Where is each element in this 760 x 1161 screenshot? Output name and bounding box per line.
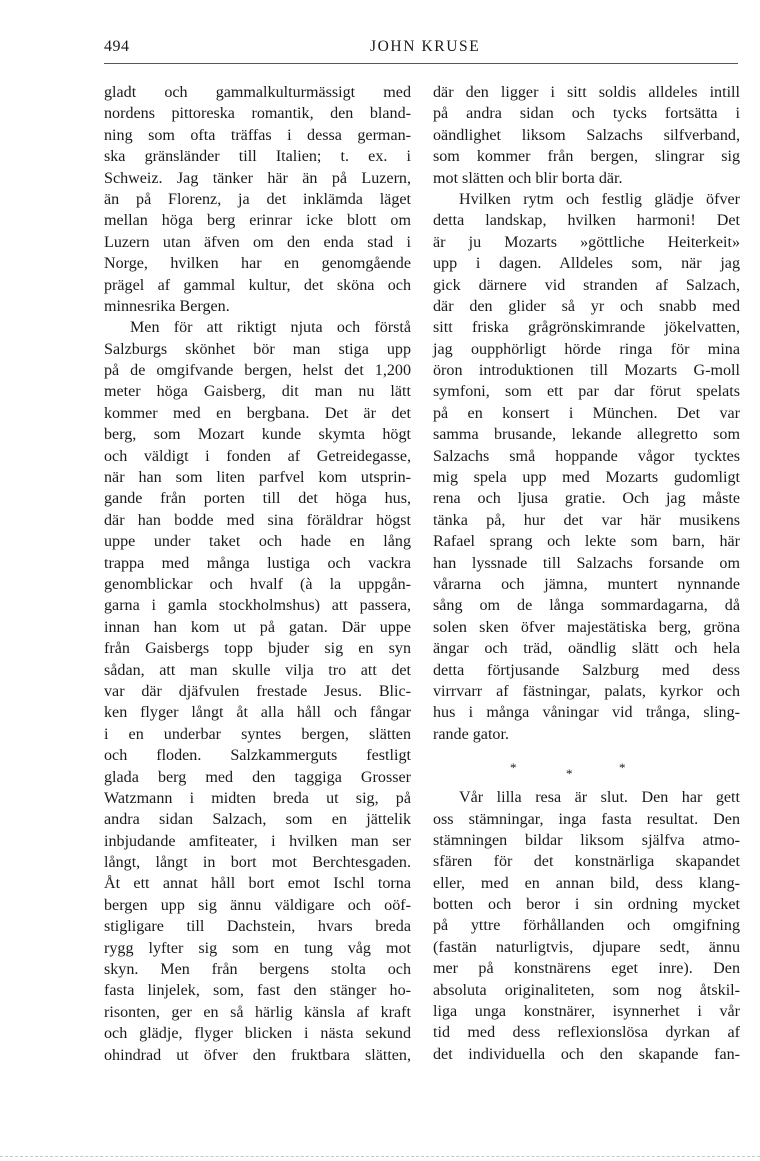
text-line: sådan, att man skulle vilja tro att det xyxy=(104,661,411,679)
text-line: ängar och träd, oändlig slätt och hela xyxy=(433,640,740,658)
text-line: samma brusande, lekande allegretto som xyxy=(433,426,740,444)
text-line: symfoni, som ett par dar förut spelats xyxy=(433,383,740,401)
text-line: där den ligger i sitt soldis alldeles intill xyxy=(433,84,740,101)
text-line: på andra sidan och tycks fortsätta i xyxy=(433,105,740,123)
text-line: långt, långt in bort mot Berchtesgaden. xyxy=(104,854,411,872)
text-line: Rafael sprang och lekte som barn, här xyxy=(433,533,740,551)
text-line: ska gränsländer till Italien; t. ex. i xyxy=(104,148,411,166)
text-line: rygg lyfter sig som en tung våg mot xyxy=(104,939,411,957)
text-line: mig spela upp med Mozarts gudomligt xyxy=(433,469,740,487)
text-line: meter höga Gaisberg, dit man nu lätt xyxy=(104,383,411,401)
text-line: uppe under taket och hade en lång xyxy=(104,533,411,551)
text-line: Luzern utan äfven om den enda stad i xyxy=(104,233,411,251)
right-column-top xyxy=(433,82,740,745)
text-line: ken flyger långt åt alla håll och fångar xyxy=(104,704,411,722)
text-line: Watzmann i midten breda ut sig, på xyxy=(104,789,411,807)
text-line: kommer med en bergbana. Det är det xyxy=(104,404,411,422)
text-line: andra sidan Salzach, som en jättelik xyxy=(104,811,411,829)
text-line: sitt friska grågrönskimrande jökelvatten, xyxy=(433,319,740,337)
text-line: absoluta originaliteten, som nog åtskil- xyxy=(433,981,740,999)
text-line: Hvilken rytm och festlig glädje öfver xyxy=(459,190,740,208)
text-line: han lyssnade till Salzachs forsande om xyxy=(433,554,740,572)
text-line: ohindrad ut öfver den fruktbara slätten, xyxy=(104,1046,411,1064)
text-line: Norge, hvilken har en genomgående xyxy=(104,255,411,273)
text-line: bergen upp sig ännu väldigare och oöf- xyxy=(104,896,411,914)
text-line: solen sken öfver majestätiska berg, gröna xyxy=(433,618,740,636)
text-line: från Gaisbergs topp bjuder sig en syn xyxy=(104,640,411,658)
text-line: berg, som Mozart kunde skymta högt xyxy=(104,426,411,444)
text-line: och floden. Salzkammerguts festligt xyxy=(104,747,411,765)
text-line: där han bodde med sina föräldrar högst xyxy=(104,511,411,529)
text-line: gande från porten till det höga hus, xyxy=(104,490,411,508)
header-rule xyxy=(104,63,738,64)
text-line: (fastän naturligtvis, djupare sedt, ännu xyxy=(433,938,740,956)
text-line: fasta linjelek, som, fast den stänger ho- xyxy=(104,982,411,1000)
text-line: på yttre förhållanden och omgifning xyxy=(433,917,740,935)
text-line: upp i dagen. Alldeles som, när jag xyxy=(433,255,740,273)
asterisk: * xyxy=(510,760,517,776)
text-line: gick därnere vid stranden af Salzach, xyxy=(433,276,740,294)
text-line: rena och ljusa gratie. Och jag måste xyxy=(433,490,740,508)
text-line: genomblickar och hvalf (à la uppgån- xyxy=(104,575,411,593)
bottom-rule xyxy=(0,1156,760,1158)
text-line: liga unga konstnärer, isynnerhet i vår xyxy=(433,1003,740,1021)
text-line: ning som ofta träffas i dessa german- xyxy=(104,126,411,144)
text-line: trappa med många lustiga och vackra xyxy=(104,554,411,572)
section-break xyxy=(433,745,740,787)
text-line: minnesrika Bergen. xyxy=(104,297,230,315)
text-line: där den glider så yr och snabb med xyxy=(433,297,740,315)
text-line: Åt ett annat håll bort emot Ischl torna xyxy=(104,875,411,893)
right-column xyxy=(433,82,740,1065)
right-column-bottom xyxy=(433,787,740,1065)
text-line: rande gator. xyxy=(433,725,509,743)
text-line: det individuella och den skapande fan- xyxy=(433,1045,740,1063)
text-line: risonten, ger en så härlig känsla af kraft xyxy=(104,1003,411,1021)
text-line: i en underbar syntes bergen, slätten xyxy=(104,725,411,743)
text-line: Schweiz. Jag tänker här än på Luzern, xyxy=(104,169,411,187)
text-line: skyn. Men från bergens stolta och xyxy=(104,961,411,979)
asterisk: * xyxy=(566,766,573,782)
text-line: Salzburgs skönhet bör man stiga upp xyxy=(104,340,411,358)
text-line: botten och beror i sin ordning mycket xyxy=(433,896,740,914)
text-line: sfären för det konstnärliga skapandet xyxy=(433,853,740,871)
text-line: tänka på, hur det var här musikens xyxy=(433,511,740,529)
text-line: prägel af gammal kultur, det sköna och xyxy=(104,276,411,294)
text-line: oss stämningar, inga fasta resultat. Den xyxy=(433,810,740,828)
text-line: var där djäfvulen frestade Jesus. Blic- xyxy=(104,682,411,700)
text-line: mot slätten och blir borta där. xyxy=(433,169,623,187)
text-line: oändlighet liksom Salzachs silfverband, xyxy=(433,126,740,144)
text-line: hus i många våningar vid trånga, sling- xyxy=(433,704,740,722)
text-line: tid med dess reflexionslösa dyrkan af xyxy=(433,1024,740,1042)
text-line: detta förtjusande Salzburg med dess xyxy=(433,661,740,679)
text-line: glada berg med den taggiga Grosser xyxy=(104,768,411,786)
text-line: gladt och gammalkulturmässigt med xyxy=(104,84,411,101)
running-head: JOHN KRUSE xyxy=(370,38,481,55)
text-line: är ju Mozarts »göttliche Heiterkeit» xyxy=(433,233,740,251)
text-line: detta landskap, hvilken harmoni! Det xyxy=(433,212,740,230)
text-line: nordens pittoreska romantik, den bland- xyxy=(104,105,411,123)
text-line: och glädje, flyger blicken i nästa sekund xyxy=(104,1025,411,1043)
text-line: virrvarr af fästningar, palats, kyrkor och xyxy=(433,682,740,700)
text-line: Men för att riktigt njuta och förstå xyxy=(130,319,411,337)
text-line: öron introduktionen till Mozarts G-moll xyxy=(433,362,740,380)
page-header xyxy=(104,38,738,62)
text-line: på en konsert i München. Det var xyxy=(433,404,740,422)
text-line: än på Florenz, ja det inklämda läget xyxy=(104,190,411,208)
text-line: mer på konstnärens eget inre). Den xyxy=(433,960,740,978)
text-line: stämningen bildar liksom själfva atmo- xyxy=(433,831,740,849)
text-line: stigligare till Dachstein, hvars breda xyxy=(104,918,411,936)
left-column xyxy=(104,82,411,1066)
text-line: på de omgifvande bergen, helst det 1,200 xyxy=(104,362,411,380)
asterisk: * xyxy=(619,760,626,776)
text-line: Vår lilla resa är slut. Den har gett xyxy=(459,789,740,807)
text-line: sång om de långa sommardagarna, då xyxy=(433,597,740,615)
text-line: Salzachs små hoppande vågor tycktes xyxy=(433,447,740,465)
text-line: garna i gamla stockholmshus) att passera, xyxy=(104,597,411,615)
text-line: vårarna och jämna, muntert nynnande xyxy=(433,575,740,593)
text-line: som kommer från bergen, slingrar sig xyxy=(433,148,740,166)
text-line: mellan höga berg erinrar icke blott om xyxy=(104,212,411,230)
text-line: innan han kom ut på gatan. Där uppe xyxy=(104,618,411,636)
text-line: jag oupphörligt hörde ringa för mina xyxy=(433,340,740,358)
text-line: och väldigt i fonden af Getreidegasse, xyxy=(104,447,411,465)
text-line: inbjudande amfiteater, i hvilken man ser xyxy=(104,832,411,850)
text-line: när han som liten parfvel kom utsprin- xyxy=(104,469,411,487)
page-number: 494 xyxy=(104,38,130,55)
text-line: eller, med en annan bild, dess klang- xyxy=(433,874,740,892)
